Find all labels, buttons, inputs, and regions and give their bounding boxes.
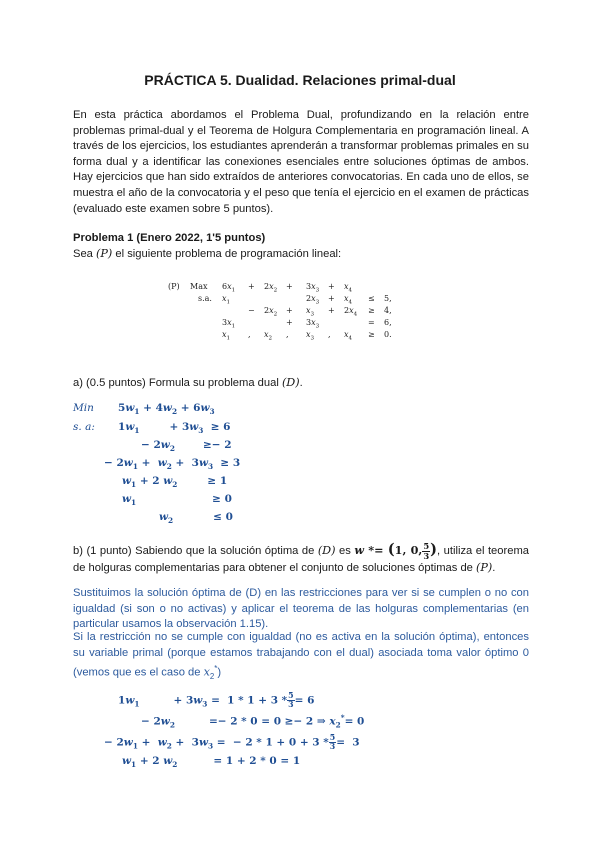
lp-cell: $x_3$ [306, 306, 315, 318]
sea-prefix: Sea [73, 248, 93, 260]
dual-symbol: (D) [281, 376, 300, 389]
sea-suffix: el siguiente problema de programación lineal: [115, 248, 342, 260]
dual-min-label: Min [73, 402, 94, 414]
lp-cell: + [328, 306, 335, 315]
lp-cell: $3x_3$ [306, 318, 320, 330]
lp-cell: 5, [384, 294, 392, 303]
lp-cell: $2x_4$ [344, 306, 358, 318]
eq-1: $1w_1 + 3w_3 = 1 * 1 + 3$ * $\frac{5}{3}$ = 6 [118, 691, 315, 709]
lp-cell: + [286, 318, 293, 327]
lp-cell: $x_3$ [306, 330, 315, 342]
eq-2: − $2w_2 =- 2 * 0 = 0 \ge- 2$ ⇒ $x_2^*= 0$ [141, 713, 365, 730]
lp-cell: + [286, 282, 293, 291]
lp-cell: = [368, 318, 375, 327]
dual-solution: w *= (1, 0, $\frac{5}{3}$ ) [354, 541, 438, 561]
lp-cell: $x_1$ [222, 294, 231, 306]
problem-statement [73, 246, 529, 263]
lp-cell: ≥ [368, 306, 375, 315]
lp-cell: − [248, 306, 255, 315]
lp-cell: + [328, 294, 335, 303]
lp-cell: + [286, 306, 293, 315]
part-b-text-end: . [492, 561, 496, 574]
lp-cell: $x_4$ [344, 282, 353, 294]
lp-cell: $x_2$ [264, 330, 273, 342]
lp-cell: $2x_3$ [306, 294, 320, 306]
lp-cell: $3x_3$ [306, 282, 320, 294]
dual-objective: $5w_1 + 4w_2 + 6w_3$ [118, 402, 215, 417]
lp-label: (P) [168, 282, 180, 291]
lp-cell: $2x_2$ [264, 282, 278, 294]
lp-cell: + [248, 282, 255, 291]
intro-paragraph: En esta práctica abordamos el Problema Dual, profundizando en la relación entre problemas primal-dual y el Teorema de Holgura Complementaria en programación lineal. A través de los ejercicios, los estudiantes aprenderán a transformar problemas primales en su forma dual y a identificar las conexiones esenciales entre soluciones óptimas de ambos. Hay ejercicios que han sido extraídos de anteriores convocatorias. En cada uno de ellos, se muestra el año de la convocatoria y el peso que tenía el ejercicio en el examen de prácticas (evaluado este examen sobre 5 puntos). [73, 109, 529, 215]
lp-cell: , [286, 330, 289, 339]
eq-4: $w_1 + 2$ $w_2 = 1 + 2 * 0 = 1$ [122, 755, 301, 770]
dual-c3: − $2w_1 + w_2 + 3w_3 \ge 3$ [104, 457, 241, 472]
answer-paragraph-2: Si la restricción no se cumple con igualdad (no es activa en la solución óptima), entonces su variable primal (porque estamos trabajando con el dual) asociada toma valor óptimo 0 (vemos que es el caso de $x_2^*$) [73, 631, 529, 682]
dual-c5: $w_1 \ge 0$ [122, 493, 232, 508]
eq-3: − $2w_1 + w_2 + 3w_3$ = − 2 * 1 + 0 + 3 * $\frac{5}{3}$ = 3 [104, 733, 360, 751]
dual-c1: $1w_1 + 3w_3 \ge 6$ [118, 421, 231, 436]
lp-cell: $6x_1$ [222, 282, 236, 294]
part-b-text-2: es [339, 545, 351, 557]
dual-sa-label: s. a: [73, 421, 95, 433]
part-b-text [73, 542, 529, 577]
lp-cell: , [328, 330, 331, 339]
lp-cell: 6, [384, 318, 392, 327]
lp-cell: , [248, 330, 251, 339]
dual-symbol-b: (D) [317, 544, 336, 557]
lp-cell: + [328, 282, 335, 291]
primal-symbol-b: (P) [476, 560, 493, 574]
lp-cell: 0. [384, 330, 392, 339]
lp-cell: $2x_2$ [264, 306, 278, 318]
lp-cell: $x_1$ [222, 330, 231, 342]
part-a-suffix: . [299, 377, 303, 389]
part-a-prefix: a) (0.5 puntos) Formula su problema dual [73, 377, 279, 389]
page-title: PRÁCTICA 5. Dualidad. Relaciones primal-dual [144, 72, 456, 88]
dual-c2: − $2w_2 \ge- 2$ [141, 439, 232, 454]
part-b-text-1: b) (1 punto) Sabiendo que la solución óptima de [73, 545, 315, 557]
primal-symbol: (P) [96, 247, 113, 260]
primal-lp [168, 282, 408, 352]
part-a-text [73, 375, 529, 392]
lp-cell: $x_4$ [344, 330, 353, 342]
dual-c4: $w_1 + 2$ $w_2 \ge 1$ [122, 475, 228, 490]
lp-cell: 4, [384, 306, 392, 315]
lp-cell: ≤ [368, 294, 375, 303]
part-b-text-3: , utiliza el teorema de holguras complementarias para obtener el conjunto de soluciones óptimas de [73, 545, 529, 574]
lp-cell: ≥ [368, 330, 375, 339]
lp-st: s.a. [198, 294, 212, 303]
problem-heading: Problema 1 (Enero 2022, 1'5 puntos) [73, 232, 266, 244]
dual-c6: $w_2 \le 0$ [159, 511, 233, 526]
lp-cell: $x_4$ [344, 294, 353, 306]
lp-cell: $3x_1$ [222, 318, 236, 330]
answer-paragraph-1: Sustituimos la solución óptima de (D) en las restricciones para ver si se cumplen o no con igualdad (si son o no activas) y aplicar el teorema de las holguras complementarias (en particular usamos la observación 1.15). [73, 587, 529, 631]
lp-max: Max [190, 282, 208, 291]
